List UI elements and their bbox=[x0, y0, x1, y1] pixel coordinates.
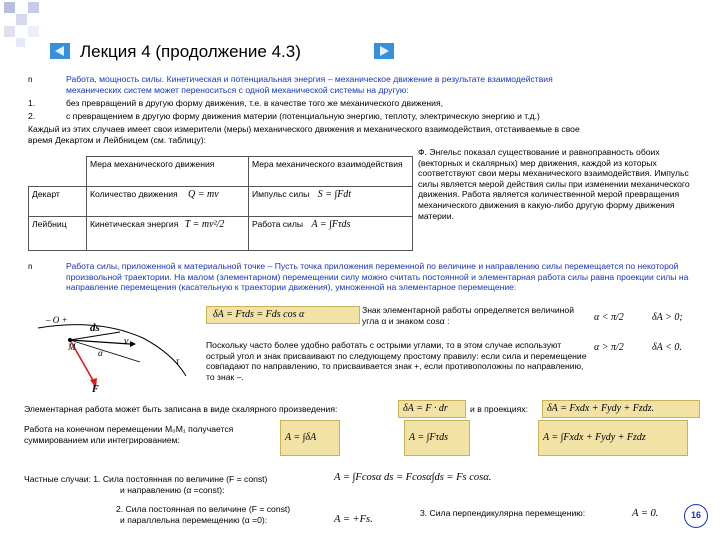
sign-result-2: δA < 0. bbox=[652, 342, 682, 353]
scalar-formula: δA = F · dr bbox=[398, 400, 466, 418]
special-case-3-formula: A = 0. bbox=[632, 508, 659, 519]
scalar-label: Элементарная работа может быть записана в виде скалярного произведения: bbox=[24, 404, 338, 414]
finite-formula-2: A = ∫Fτds bbox=[404, 420, 470, 456]
table-corner bbox=[29, 157, 87, 187]
diagram-label-tau: τ bbox=[176, 356, 180, 366]
item-1-number: 1. bbox=[28, 98, 36, 108]
table-header-interaction: Мера механического взаимодействия bbox=[249, 157, 413, 187]
special-case-1-cont: и направлению (α =const): bbox=[120, 485, 225, 495]
page-number-badge bbox=[684, 504, 708, 528]
item-2-number: 2. bbox=[28, 111, 36, 121]
work-definition: Работа силы, приложенной к материальной точке – Пусть точка приложения переменной по величине и направлению силы перемещается по некоторой произвольной траектории. На малом (элементарном) перемещении силу можно считать постоянной и элементарная работа силы равна проекции силы на направление перемещения (касательную к траектории движения), умноженной на элементарное перемещение: bbox=[66, 261, 689, 293]
table-cell-motion: Кинетическая энергия T = mv²/2 bbox=[87, 217, 249, 251]
item-2: с превращением в другую форму движения материи (потенциальную энергию, теплоту, электрическую энергию и т.д.) bbox=[66, 111, 540, 121]
finite-work-text: Работа на конечном перемещении M₀M₁ получается суммированием или интегрированием: bbox=[24, 424, 234, 445]
special-case-2: 2. Сила постоянная по величине (F = const) bbox=[116, 504, 291, 514]
projection-label: и в проекциях: bbox=[470, 404, 528, 414]
table-row-name: Декарт bbox=[29, 187, 87, 217]
bullet: n bbox=[28, 75, 33, 84]
checkered-squares-icon bbox=[4, 2, 50, 48]
page-title: Лекция 4 (продолжение 4.3) bbox=[80, 42, 301, 61]
finite-formula-3: A = ∫Fxdx + Fydy + Fzdz bbox=[538, 420, 688, 456]
sign-condition-1: α < π/2 bbox=[594, 312, 624, 323]
measures-table bbox=[28, 156, 413, 251]
intro-line-3: Каждый из этих случаев имеет свои измерители (меры) механического движения и механического взаимодействия, отстаиваемые в свое bbox=[28, 124, 580, 134]
special-case-2-formula: A = +Fs. bbox=[334, 514, 373, 525]
convenience-rule: Поскольку часто более удобно работать с острыми углами, то в этом случае используют острый угол и знак присваивают по следующему простому правилу: если сила и перемещение совпадают по направлению, то присваивается знак +, если противоположны по направлению, то знак –. bbox=[206, 340, 587, 382]
table-cell-motion: Количество движения Q = mv bbox=[87, 187, 249, 217]
sign-condition-2: α > π/2 bbox=[594, 342, 624, 353]
diagram-label-v: v bbox=[124, 336, 129, 347]
table-cell-interaction: Импульс силы S = ∫Fdt bbox=[249, 187, 413, 217]
table-header-motion: Мера механического движения bbox=[87, 157, 249, 187]
special-case-1: Частные случаи: 1. Сила постоянная по величине (F = const) bbox=[24, 474, 268, 484]
next-arrow-icon[interactable] bbox=[374, 43, 394, 59]
table-cell-interaction: Работа силы A = ∫Fτds bbox=[249, 217, 413, 251]
finite-formula-1: A = ∫δA bbox=[280, 420, 340, 456]
diagram-label-alpha: α bbox=[98, 348, 103, 358]
prev-arrow-icon[interactable] bbox=[50, 43, 70, 59]
diagram-label-f: F bbox=[92, 384, 99, 395]
sign-result-1: δA > 0; bbox=[652, 312, 683, 323]
table-row-name: Лейбниц bbox=[29, 217, 87, 251]
diagram-label-m: M bbox=[68, 342, 76, 352]
elementary-work-formula: δA = Fτds = Fds cos α bbox=[206, 306, 360, 324]
special-case-3: 3. Сила перпендикулярна перемещению: bbox=[420, 508, 586, 518]
item-1: без превращений в другую форму движения, т.е. в качестве того же механического движения, bbox=[66, 98, 443, 108]
special-case-1-formula: A = ∫Fcosα ds = Fcosα∫ds = Fs cosα. bbox=[334, 472, 492, 483]
intro-line-1: Работа, мощность силы. Кинетическая и потенциальная энергия – механическое движение в результате взаимодействия bbox=[66, 74, 553, 84]
diagram-label-ds: ds bbox=[90, 322, 100, 334]
intro-line-4: время Декартом и Лейбницем (см. таблицу): bbox=[28, 135, 206, 145]
page-number: 16 bbox=[690, 510, 701, 520]
sign-rule: Знак элементарной работы определяется величиной угла α и знаком cosα : bbox=[362, 305, 575, 326]
bullet: n bbox=[28, 262, 33, 271]
diagram-label-origin: – O + bbox=[46, 315, 68, 325]
special-case-2-cont: и параллельна перемещению (α =0): bbox=[120, 515, 268, 525]
intro-line-2: механических систем может переноситься с одной механической системы на другую: bbox=[66, 85, 409, 95]
projection-formula: δA = Fxdx + Fydy + Fzdz. bbox=[542, 400, 700, 418]
engels-note: Ф. Энгельс показал существование и равноправность обоих (векторных и скалярных) мер движения, каждой из которых соответствуют свои меры механического взаимодействия. Импульс силы является мерой действия силы при изменении механического движения. Работа является количественной мерой превращения механического движения в какую-либо другую форму движения материи. bbox=[418, 147, 690, 221]
